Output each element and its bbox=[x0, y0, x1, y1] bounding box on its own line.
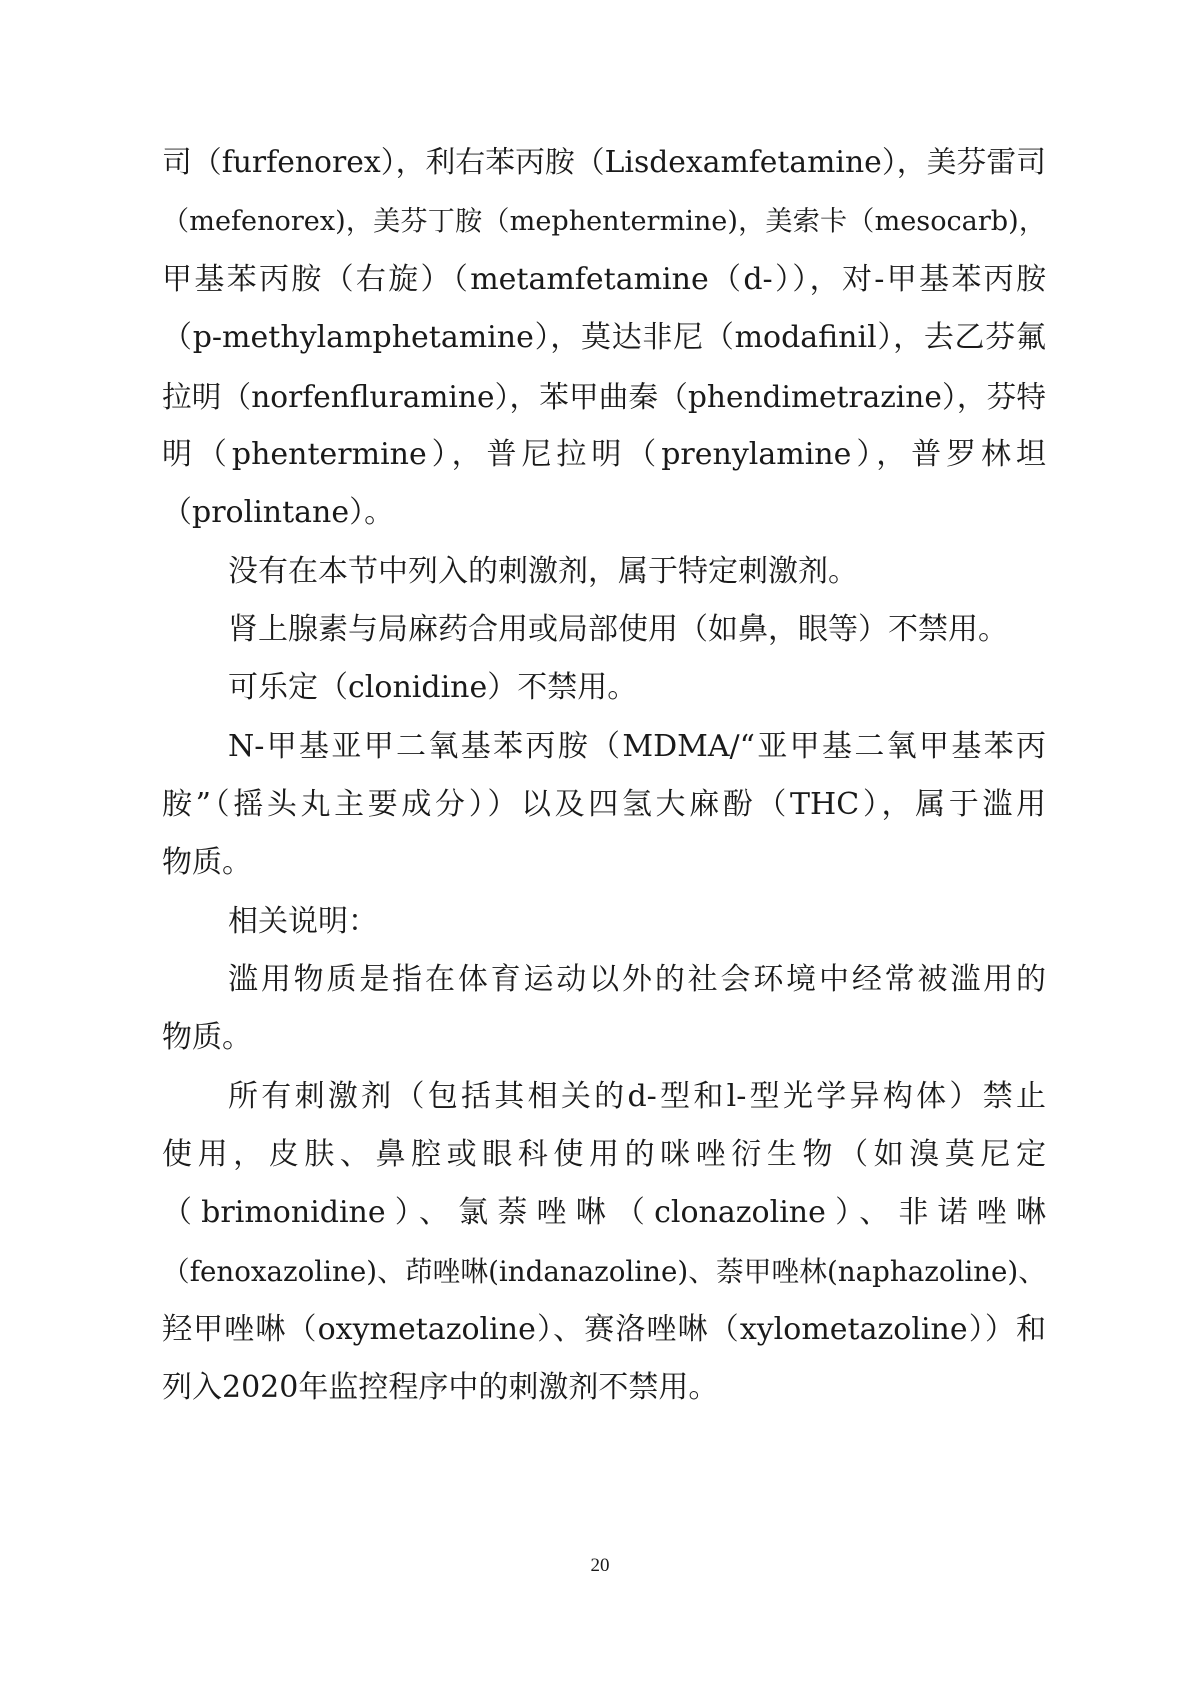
text-line: 物质。 bbox=[162, 845, 252, 880]
text-line: N-甲基亚甲二氧基苯丙胺（MDMA/“亚甲基二氧甲基苯丙 bbox=[228, 729, 1046, 764]
text-line: 甲基苯丙胺（右旋）（metamfetamine（d-）），对-甲基苯丙胺 bbox=[162, 262, 1046, 297]
text-line: 司（furfenorex），利右苯丙胺（Lisdexamfetamine），美芬雷司 bbox=[162, 145, 1046, 180]
text-line: （brimonidine）、氯萘唑啉（clonazoline）、非诺唑啉 bbox=[162, 1195, 1046, 1230]
text-line: （mefenorex)，美芬丁胺（mephentermine)，美索卡（mesocarb)， bbox=[162, 206, 1046, 237]
text-line: 明（phentermine），普尼拉明（prenylamine），普罗林坦 bbox=[162, 437, 1046, 472]
text-line: （p-methylamphetamine），莫达非尼（modafinil），去乙芬氟 bbox=[162, 320, 1046, 355]
text-line: 拉明（norfenfluramine），苯甲曲秦（phendimetrazine），芬特 bbox=[162, 380, 1046, 414]
text-line: 没有在本节中列入的刺激剂，属于特定刺激剂。 bbox=[228, 554, 858, 589]
text-line: 羟甲唑啉（oxymetazoline）、赛洛唑啉（xylometazoline））和 bbox=[162, 1312, 1046, 1347]
text-line: 所有刺激剂（包括其相关的d-型和l-型光学异构体）禁止 bbox=[228, 1079, 1046, 1114]
text-line: 列入2020年监控程序中的刺激剂不禁用。 bbox=[162, 1370, 719, 1405]
text-line: 使用，皮肤、鼻腔或眼科使用的咪唑衍生物（如溴莫尼定 bbox=[162, 1137, 1046, 1172]
text-line: 物质。 bbox=[162, 1020, 252, 1055]
text-line: 肾上腺素与局麻药合用或局部使用（如鼻，眼等）不禁用。 bbox=[228, 612, 1008, 647]
section-heading: 相关说明： bbox=[228, 904, 378, 939]
text-line: 滥用物质是指在体育运动以外的社会环境中经常被滥用的 bbox=[228, 962, 1046, 997]
text-line: 可乐定（clonidine）不禁用。 bbox=[228, 670, 638, 705]
text-line: （prolintane）。 bbox=[162, 495, 395, 530]
text-line: （fenoxazoline)、茚唑啉(indanazoline)、萘甲唑林(naphazoline)、 bbox=[162, 1255, 1046, 1288]
text-line: 胺”（摇头丸主要成分））以及四氢大麻酚（THC），属于滥用 bbox=[162, 787, 1046, 822]
page-number: 20 bbox=[590, 1555, 610, 1576]
